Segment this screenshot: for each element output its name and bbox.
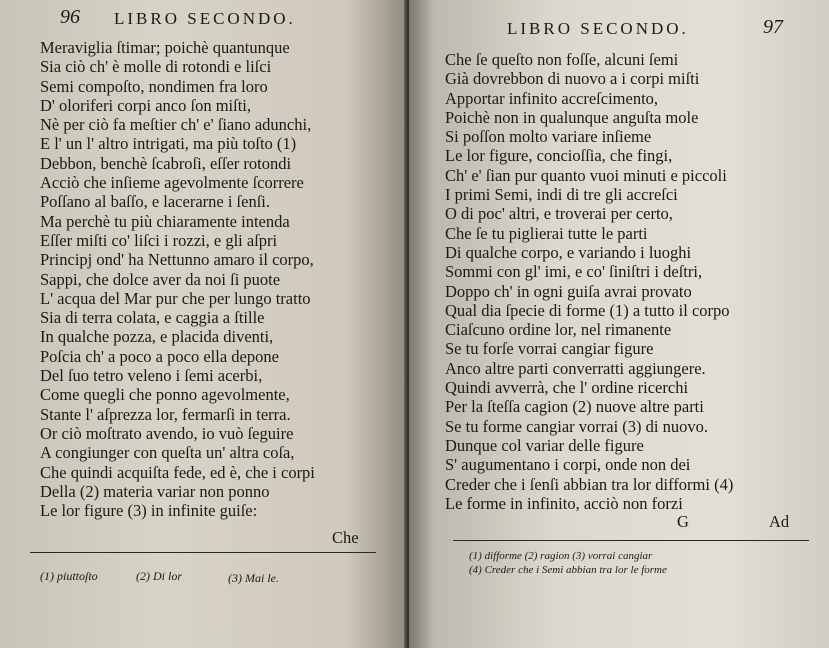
verse-line: I primi Semi, indi di tre gli accreſci <box>445 185 678 205</box>
verse-line: Debbon, benchè ſcabroſi, eſſer rotondi <box>40 153 292 173</box>
left-footnote-2: (2) Di lor <box>136 569 182 583</box>
verse-line: Doppo ch' in ogni guiſa avrai provato <box>445 281 692 301</box>
verse-line: Che quindi acquiſta fede, ed è, che i corpi <box>40 462 315 482</box>
left-footnote-rule <box>30 552 376 553</box>
verse-line: Si poſſon molto variare inſieme <box>445 127 652 147</box>
verse-line: Già dovrebbon di nuovo a i corpi miſti <box>445 69 700 89</box>
verse-line: Sia ciò ch' è molle di rotondi e liſci <box>40 57 272 77</box>
verse-line: Or ciò moſtrato avendo, io vuò ſeguire <box>40 423 294 443</box>
verse-line: Ch' e' ſian pur quanto vuoi minuti e piccoli <box>445 165 727 185</box>
verse-line: Poſcia ch' a poco a poco ella depone <box>40 346 279 366</box>
verse-line: Le lor figure (3) in infinite guiſe: <box>40 501 258 521</box>
left-footnote-3: (3) Mai le. <box>228 571 279 585</box>
right-signature-mark: G <box>677 512 689 531</box>
verse-line: A congiunger con queſta un' altra coſa, <box>40 443 295 463</box>
verse-line: In qualche pozza, e placida diventi, <box>40 327 274 347</box>
verse-line: Stante l' aſprezza lor, fermarſi in terra. <box>40 404 291 424</box>
right-page <box>409 0 829 648</box>
verse-line: Di qualche corpo, e variando i luoghi <box>445 242 692 262</box>
right-text-block <box>445 50 733 513</box>
right-page-number: 97 <box>763 16 783 38</box>
left-page-number: 96 <box>60 6 80 28</box>
verse-line: Che ſe queſto non foſſe, alcuni ſemi <box>445 50 679 69</box>
verse-line: Poichè non in qualunque anguſta mole <box>445 107 699 127</box>
verse-line: Come quegli che ponno agevolmente, <box>40 385 290 405</box>
verse-line: O di poc' altri, e troverai per certo, <box>445 204 673 224</box>
left-footnote-1: (1) piuttoſto <box>40 569 98 583</box>
verse-line: Anco altre parti converratti aggiungere. <box>445 358 706 378</box>
verse-line: Qual dia ſpecie di forme (1) a tutto il corpo <box>445 300 730 320</box>
verse-line: Principj ond' ha Nettunno amaro il corpo, <box>40 250 314 270</box>
verse-line: Poſſano al baſſo, e lacerarne i ſenſi. <box>40 192 270 212</box>
verse-line: Apportar infinito accreſcimento, <box>445 88 659 108</box>
left-text-block <box>40 38 315 520</box>
verse-line: Sommi con gl' imi, e co' ſiniſtri i deſtri, <box>445 262 703 282</box>
verse-line: Se tu forſe vorrai cangiar figure <box>445 339 654 359</box>
verse-line: Se tu forme cangiar vorrai (3) di nuovo. <box>445 416 709 436</box>
verse-line: Dunque col variar delle figure <box>445 435 644 455</box>
verse-line: Sia di terra colata, e caggia a ſtille <box>40 308 265 328</box>
verse-line: Quindi avverrà, che l' ordine ricerchi <box>445 378 689 398</box>
verse-line: Semi compoſto, nondimen fra loro <box>40 76 268 96</box>
verse-line: Ma perchè tu più chiaramente intenda <box>40 211 290 231</box>
verse-line: E l' un l' altro intrigati, ma più toſto (1) <box>40 134 297 154</box>
verse-line: S' augumentano i corpi, onde non dei <box>445 455 691 475</box>
left-catchword: Che <box>332 528 359 547</box>
verse-line: L' acqua del Mar pur che per lungo tratto <box>40 288 311 308</box>
verse-line: Acciò che inſieme agevolmente ſcorrere <box>40 173 304 193</box>
right-footnote-1: (1) difforme (2) ragion (3) vorrai cangiar <box>469 550 653 562</box>
verse-line: Della (2) materia variar non ponno <box>40 481 270 501</box>
left-page <box>0 0 408 648</box>
verse-line: Ciaſcuno ordine lor, nel rimanente <box>445 320 672 340</box>
verse-line: Nè per ciò fa meſtier ch' e' ſiano adunchi, <box>40 115 312 135</box>
left-running-title: LIBRO SECONDO. <box>114 9 296 28</box>
verse-line: Sappi, che dolce aver da noi ſi puote <box>40 269 281 289</box>
verse-line: Le forme in infinito, acciò non forzi <box>445 493 683 513</box>
verse-line: Creder che i ſenſi abbian tra lor difformi (4) <box>445 474 734 494</box>
verse-line: Meraviglia ſtimar; poichè quantunque <box>40 38 290 57</box>
verse-line: Che ſe tu piglierai tutte le parti <box>445 223 648 243</box>
right-footnote-rule <box>453 540 809 541</box>
right-running-title: LIBRO SECONDO. <box>507 19 689 38</box>
right-footnote-2: (4) Creder che i Semi abbian tra lor le forme <box>469 564 667 576</box>
verse-line: Le lor figure, concioſſia, che fingi, <box>445 146 673 166</box>
verse-line: Eſſer miſti co' liſci i rozzi, e gli aſpri <box>40 230 278 250</box>
verse-line: D' oloriferi corpi anco ſon miſti, <box>40 95 252 115</box>
verse-line: Del ſuo tetro veleno i ſemi acerbi, <box>40 366 263 386</box>
verse-line: Per la ſteſſa cagion (2) nuove altre parti <box>445 397 704 417</box>
right-catchword: Ad <box>769 512 790 531</box>
